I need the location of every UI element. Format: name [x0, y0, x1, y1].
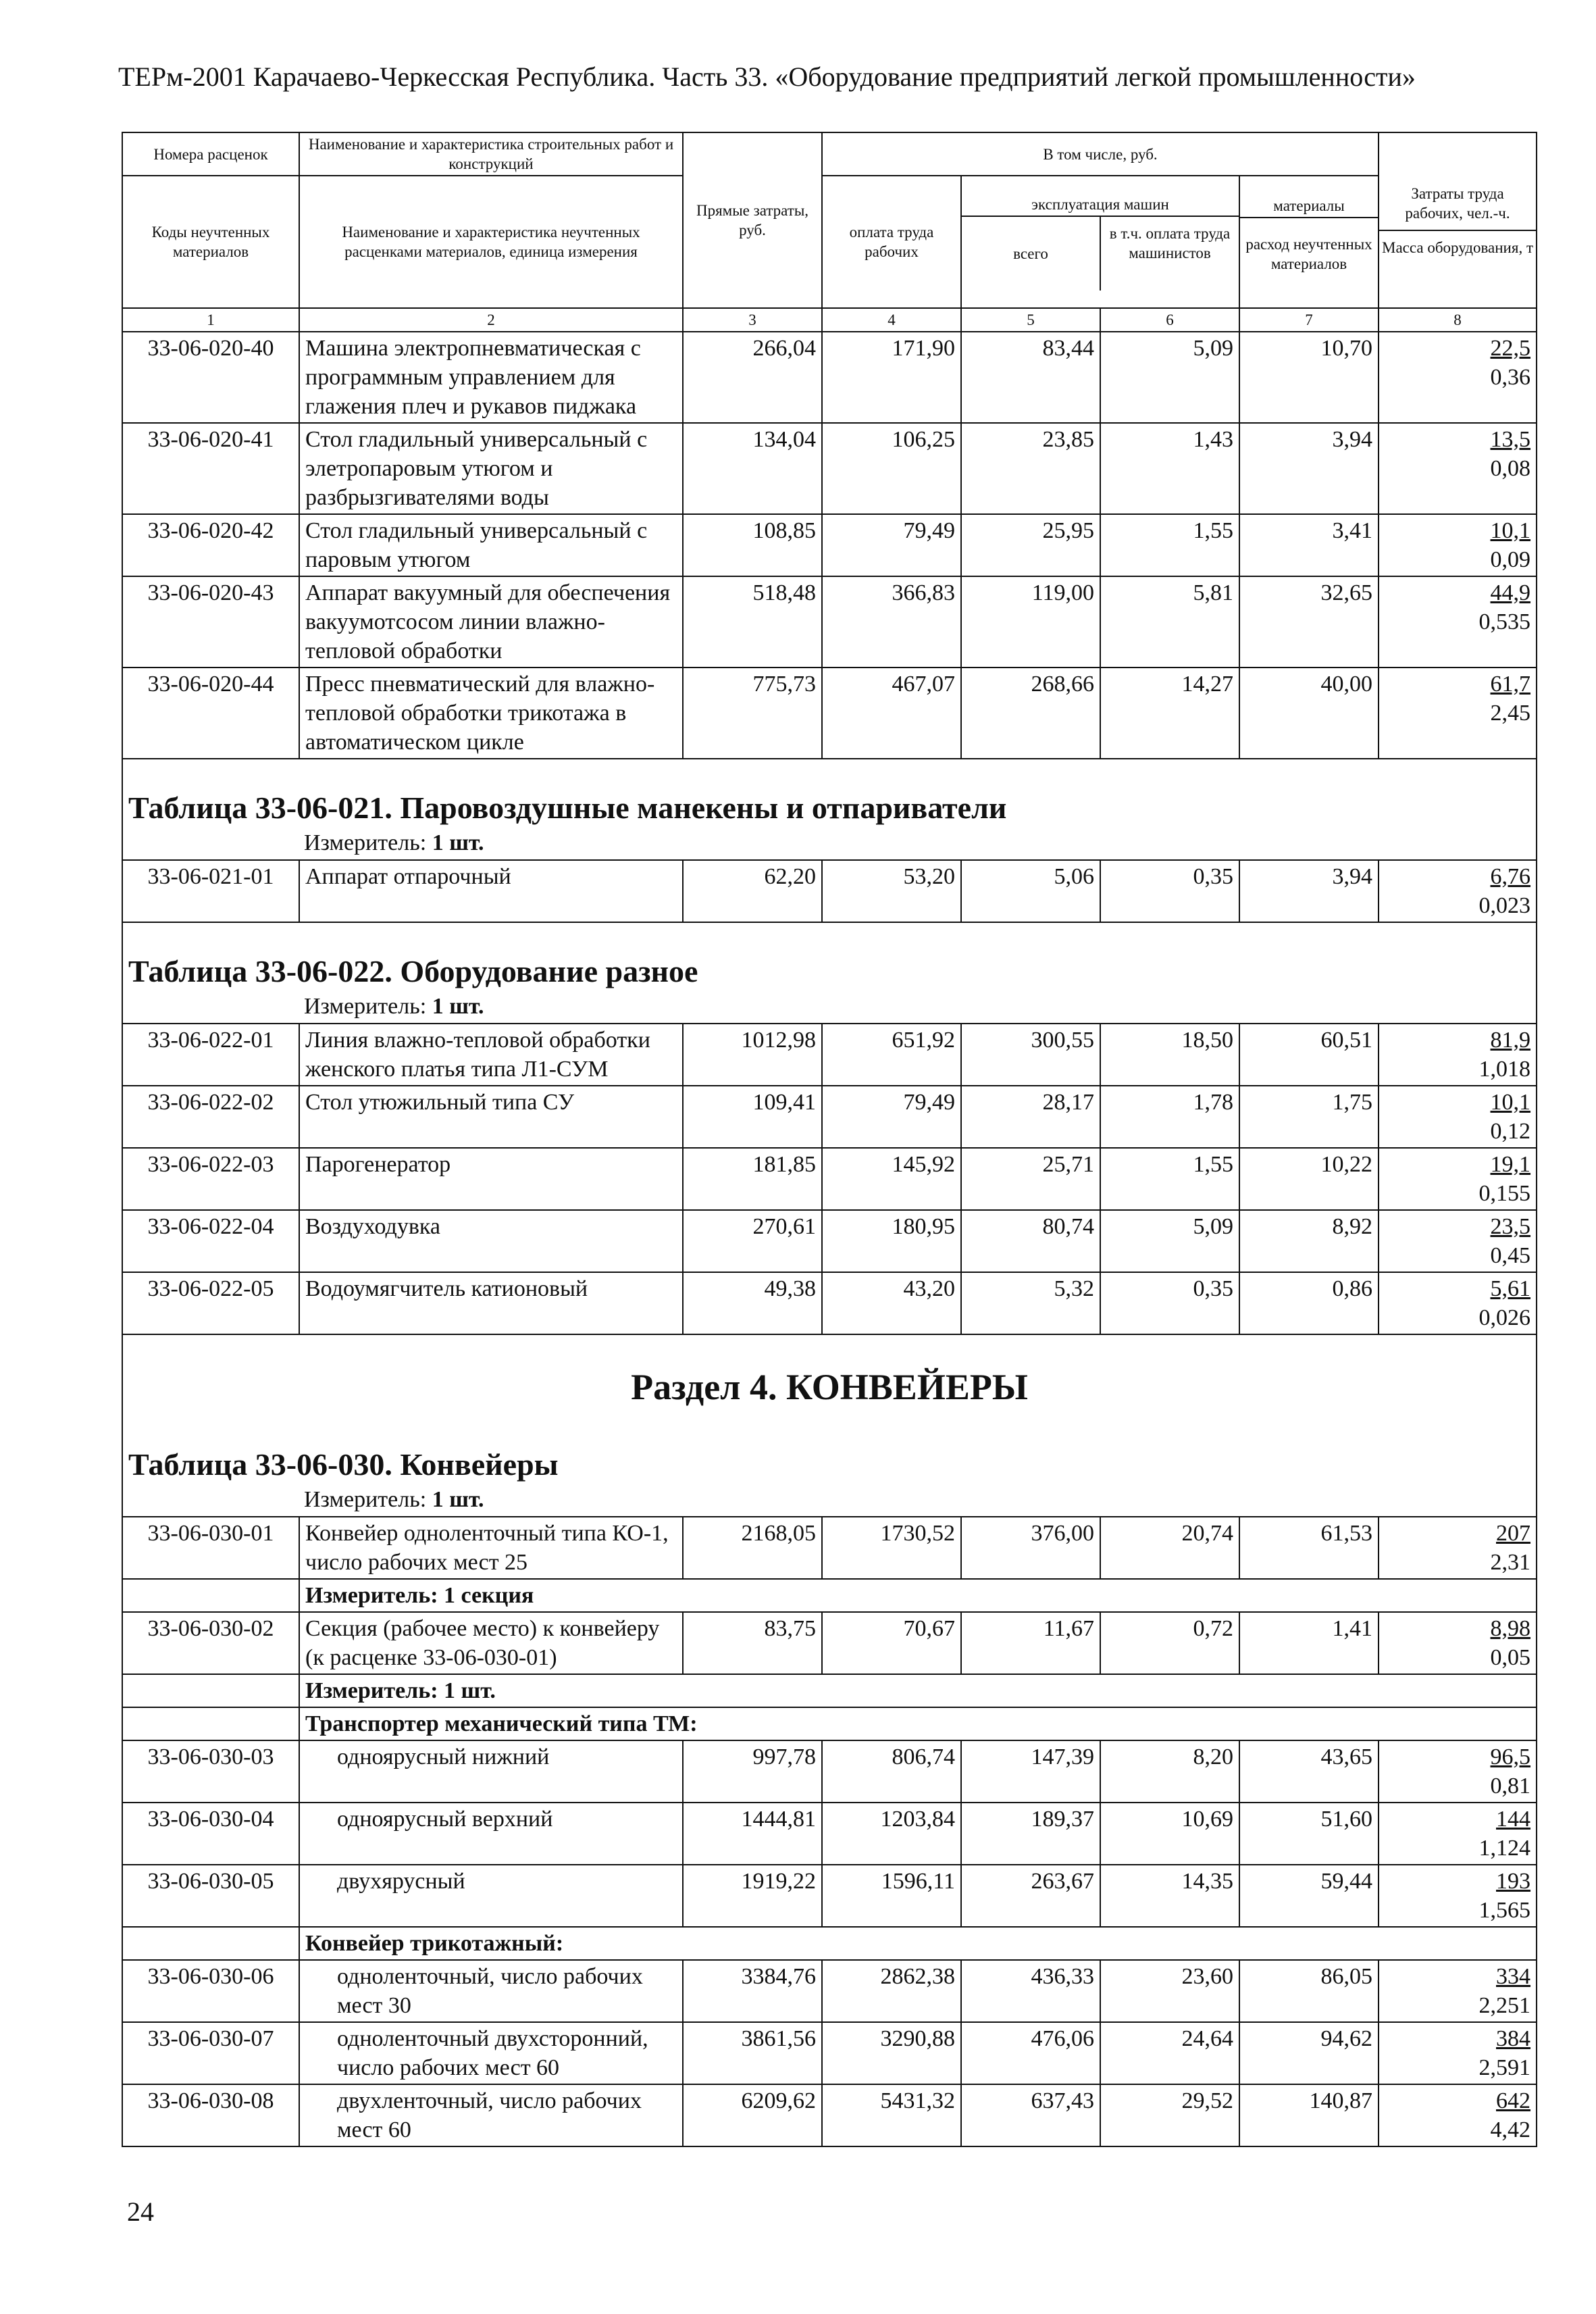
meter-pc: Измеритель: 1 шт.: [299, 1674, 1537, 1707]
machinists-pay: 29,52: [1100, 2084, 1239, 2146]
table-row: [122, 1024, 1537, 1086]
rate-name: Конвейер одноленточный типа КО-1, число рабочих мест 25: [299, 1517, 683, 1579]
labor-hours: 44,9: [1490, 580, 1531, 605]
labor-mass-cell: [1379, 1210, 1537, 1272]
table-row: [122, 576, 1537, 668]
page-header: ТЕРм-2001 Карачаево-Черкесская Республика. Часть 33. «Оборудование предприятий легкой промышленности»: [118, 61, 1416, 92]
header-labor: Затраты труда рабочих, чел.-ч.: [1379, 177, 1536, 231]
rate-code: 33-06-030-06: [122, 1960, 299, 2022]
materials-cost: 10,22: [1239, 1148, 1379, 1210]
materials-cost: 51,60: [1239, 1803, 1379, 1865]
machines-total: 23,85: [961, 423, 1100, 514]
direct-costs: 775,73: [683, 668, 822, 759]
machinists-pay: 8,20: [1100, 1740, 1239, 1803]
rate-code: 33-06-020-42: [122, 514, 299, 576]
labor-hours: 5,61: [1490, 1276, 1531, 1301]
materials-cost: 32,65: [1239, 576, 1379, 668]
direct-costs: 49,38: [683, 1272, 822, 1334]
materials-cost: 59,44: [1239, 1865, 1379, 1927]
meter-section-row: [122, 1579, 1537, 1612]
labor-mass-cell: [1379, 1024, 1537, 1086]
materials-cost: 8,92: [1239, 1210, 1379, 1272]
rate-code: 33-06-022-05: [122, 1272, 299, 1334]
rate-name: Пресс пневматический для влажно-тепловой обработки трикотажа в автоматическом цикле: [299, 668, 683, 759]
rate-name: Воздуходувка: [299, 1210, 683, 1272]
machines-total: 28,17: [961, 1086, 1100, 1148]
rate-name: Секция (рабочее место) к конвейеру (к расценке 33-06-030-01): [299, 1612, 683, 1674]
header-work-name: Наименование и характеристика строительных работ и конструкций: [299, 132, 683, 176]
direct-costs: 181,85: [683, 1148, 822, 1210]
rate-name: Линия влажно-тепловой обработки женского платья типа Л1-СУМ: [299, 1024, 683, 1086]
meter-value: 1 шт.: [432, 1487, 484, 1512]
header-machinists-pay: в т.ч. оплата труда машинистов: [1109, 225, 1231, 261]
equipment-mass: 0,81: [1490, 1774, 1531, 1799]
labor-hours: 23,5: [1490, 1214, 1531, 1239]
labor-pay: 180,95: [822, 1210, 961, 1272]
machinists-pay: 1,43: [1100, 423, 1239, 514]
labor-hours: 96,5: [1490, 1744, 1531, 1769]
rate-code: 33-06-021-01: [122, 860, 299, 922]
machinists-pay: 24,64: [1100, 2022, 1239, 2084]
rate-code: 33-06-022-04: [122, 1210, 299, 1272]
machines-total: 263,67: [961, 1865, 1100, 1927]
table-021-title-row: [122, 759, 1537, 860]
table-021-rows: [122, 860, 1537, 922]
table-row: [122, 1612, 1537, 1674]
materials-cost: 3,41: [1239, 514, 1379, 576]
labor-mass-cell: [1379, 1517, 1537, 1579]
machinists-pay: 1,55: [1100, 1148, 1239, 1210]
labor-hours: 81,9: [1490, 1028, 1531, 1053]
rate-name: двухярусный: [299, 1865, 683, 1927]
machinists-pay: 1,55: [1100, 514, 1239, 576]
table-021-title: Таблица 33-06-021. Паровоздушные манекены и отпариватели: [128, 790, 1007, 825]
materials-cost: 86,05: [1239, 1960, 1379, 2022]
labor-mass-cell: [1379, 1086, 1537, 1148]
header-materials-group: [1239, 176, 1379, 308]
labor-mass-cell: [1379, 576, 1537, 668]
equipment-mass: 0,05: [1490, 1645, 1531, 1670]
table-021-meter: [128, 828, 1530, 858]
equipment-mass: 0,12: [1490, 1119, 1531, 1144]
machines-total: 436,33: [961, 1960, 1100, 2022]
labor-pay: 5431,32: [822, 2084, 961, 2146]
machines-total: 476,06: [961, 2022, 1100, 2084]
rate-name: Аппарат вакуумный для обеспечения вакуумотсосом линии влажно-тепловой обработки: [299, 576, 683, 668]
materials-cost: 3,94: [1239, 860, 1379, 922]
labor-hours: 334: [1496, 1964, 1531, 1989]
machinists-pay: 20,74: [1100, 1517, 1239, 1579]
header-material-name: Наименование и характеристика неучтенных расценками материалов, единица измерения: [299, 176, 683, 308]
machinists-pay: 10,69: [1100, 1803, 1239, 1865]
meter-label: Измеритель:: [304, 994, 427, 1019]
header-mass: Масса оборудования, т: [1382, 238, 1533, 256]
labor-pay: 651,92: [822, 1024, 961, 1086]
direct-costs: 1444,81: [683, 1803, 822, 1865]
col-num: 4: [822, 308, 961, 332]
table-row: [122, 2022, 1537, 2084]
direct-costs: 997,78: [683, 1740, 822, 1803]
equipment-mass: 0,08: [1490, 456, 1531, 481]
table-022-rows: [122, 1024, 1537, 1334]
materials-cost: 94,62: [1239, 2022, 1379, 2084]
rate-code: 33-06-022-02: [122, 1086, 299, 1148]
table-row: [122, 1148, 1537, 1210]
table-030-rows-b: [122, 1612, 1537, 1674]
rate-name: Стол утюжильный типа СУ: [299, 1086, 683, 1148]
column-numbers-row: [122, 308, 1537, 332]
direct-costs: 2168,05: [683, 1517, 822, 1579]
rate-code: 33-06-030-03: [122, 1740, 299, 1803]
machinists-pay: 14,35: [1100, 1865, 1239, 1927]
header-materials: материалы: [1240, 195, 1378, 218]
table-row: [122, 1960, 1537, 2022]
meter-pc-row: [122, 1674, 1537, 1707]
direct-costs: 3861,56: [683, 2022, 822, 2084]
labor-pay: 3290,88: [822, 2022, 961, 2084]
equipment-mass: 0,026: [1478, 1305, 1531, 1330]
labor-mass-cell: [1379, 332, 1537, 423]
machinists-pay: 5,09: [1100, 332, 1239, 423]
machines-total: 83,44: [961, 332, 1100, 423]
machines-total: 5,32: [961, 1272, 1100, 1334]
meter-label: Измеритель:: [304, 830, 427, 855]
col-num: 6: [1100, 308, 1239, 332]
rate-name: Машина электропневматическая с программным управлением для глажения плеч и рукавов пиджака: [299, 332, 683, 423]
rate-code: 33-06-030-05: [122, 1865, 299, 1927]
equipment-mass: 0,09: [1490, 547, 1531, 572]
rate-name: одноленточный, число рабочих мест 30: [299, 1960, 683, 2022]
rate-code: 33-06-030-08: [122, 2084, 299, 2146]
header-rate-numbers: Номера расценок: [122, 132, 299, 176]
table-row: [122, 1517, 1537, 1579]
direct-costs: 108,85: [683, 514, 822, 576]
rate-name: Стол гладильный универсальный с элетропаровым утюгом и разбрызгивателями воды: [299, 423, 683, 514]
labor-hours: 6,76: [1490, 864, 1531, 889]
rate-code: 33-06-022-01: [122, 1024, 299, 1086]
equipment-mass: 4,42: [1490, 2117, 1531, 2142]
col-num: 3: [683, 308, 822, 332]
rates-table: [122, 132, 1537, 2147]
direct-costs: 518,48: [683, 576, 822, 668]
labor-pay: 145,92: [822, 1148, 961, 1210]
labor-mass-cell: [1379, 2022, 1537, 2084]
col-num: 7: [1239, 308, 1379, 332]
labor-pay: 79,49: [822, 1086, 961, 1148]
labor-mass-cell: [1379, 1960, 1537, 2022]
machinists-pay: 5,09: [1100, 1210, 1239, 1272]
machines-total: 300,55: [961, 1024, 1100, 1086]
machinists-pay: 0,35: [1100, 1272, 1239, 1334]
col-num: 1: [122, 308, 299, 332]
header-direct-costs: Прямые затраты, руб.: [683, 132, 822, 308]
labor-hours: 384: [1496, 2026, 1531, 2051]
labor-pay: 171,90: [822, 332, 961, 423]
direct-costs: 134,04: [683, 423, 822, 514]
direct-costs: 83,75: [683, 1612, 822, 1674]
meter-value: 1 шт.: [432, 830, 484, 855]
table-030-rows-a: [122, 1517, 1537, 1579]
group-tm-row: [122, 1707, 1537, 1740]
header-row: [122, 132, 1537, 176]
labor-pay: 43,20: [822, 1272, 961, 1334]
labor-hours: 10,1: [1490, 518, 1531, 543]
rate-name: Аппарат отпарочный: [299, 860, 683, 922]
section-title: Раздел 4. КОНВЕЙЕРЫ: [631, 1367, 1028, 1407]
rate-code: 33-06-020-41: [122, 423, 299, 514]
machines-total: 637,43: [961, 2084, 1100, 2146]
equipment-mass: 0,36: [1490, 365, 1531, 390]
labor-hours: 19,1: [1490, 1152, 1531, 1177]
table-row: [122, 332, 1537, 423]
table-022-title-row: [122, 922, 1537, 1024]
labor-hours: 144: [1496, 1807, 1531, 1832]
machines-total: 11,67: [961, 1612, 1100, 1674]
equipment-mass: 0,45: [1490, 1243, 1531, 1268]
header-labor-mass: [1379, 132, 1537, 308]
rate-name: двухленточный, число рабочих мест 60: [299, 2084, 683, 2146]
machines-total: 25,71: [961, 1148, 1100, 1210]
direct-costs: 3384,76: [683, 1960, 822, 2022]
labor-mass-cell: [1379, 1148, 1537, 1210]
header-machines: эксплуатация машин: [962, 193, 1239, 217]
labor-mass-cell: [1379, 1272, 1537, 1334]
materials-cost: 40,00: [1239, 668, 1379, 759]
rate-name: Стол гладильный универсальный с паровым утюгом: [299, 514, 683, 576]
direct-costs: 270,61: [683, 1210, 822, 1272]
rate-code: 33-06-020-40: [122, 332, 299, 423]
table-row: [122, 668, 1537, 759]
equipment-mass: 2,31: [1490, 1550, 1531, 1575]
labor-pay: 806,74: [822, 1740, 961, 1803]
table-row: [122, 1272, 1537, 1334]
rate-code: 33-06-030-04: [122, 1803, 299, 1865]
machinists-pay: 1,78: [1100, 1086, 1239, 1148]
equipment-mass: 2,591: [1478, 2055, 1531, 2080]
machinists-pay: 5,81: [1100, 576, 1239, 668]
table-row: [122, 860, 1537, 922]
table-row: [122, 514, 1537, 576]
header-row-2: [122, 176, 1537, 308]
rate-name: Водоумягчитель катионовый: [299, 1272, 683, 1334]
equipment-mass: 1,124: [1478, 1836, 1531, 1861]
header-materials-consumption: расход неучтенных материалов: [1245, 235, 1372, 272]
materials-cost: 3,94: [1239, 423, 1379, 514]
materials-cost: 43,65: [1239, 1740, 1379, 1803]
labor-mass-cell: [1379, 860, 1537, 922]
materials-cost: 1,41: [1239, 1612, 1379, 1674]
labor-pay: 70,67: [822, 1612, 961, 1674]
group-tm: Транспортер механический типа ТМ:: [299, 1707, 1537, 1740]
direct-costs: 1012,98: [683, 1024, 822, 1086]
materials-cost: 140,87: [1239, 2084, 1379, 2146]
labor-hours: 8,98: [1490, 1616, 1531, 1641]
table-row: [122, 1210, 1537, 1272]
header-machines-total: всего: [962, 217, 1101, 291]
labor-mass-cell: [1379, 2084, 1537, 2146]
materials-cost: 61,53: [1239, 1517, 1379, 1579]
equipment-mass: 2,251: [1478, 1993, 1531, 2018]
equipment-mass: 0,155: [1478, 1181, 1531, 1206]
labor-mass-cell: [1379, 1803, 1537, 1865]
labor-pay: 467,07: [822, 668, 961, 759]
labor-hours: 207: [1496, 1521, 1531, 1546]
direct-costs: 62,20: [683, 860, 822, 922]
machinists-pay: 14,27: [1100, 668, 1239, 759]
table-022-meter: [128, 992, 1530, 1022]
rate-code: 33-06-022-03: [122, 1148, 299, 1210]
machines-total: 80,74: [961, 1210, 1100, 1272]
machines-total: 119,00: [961, 576, 1100, 668]
machinists-pay: 23,60: [1100, 1960, 1239, 2022]
header-machines-group: [961, 176, 1239, 308]
labor-pay: 106,25: [822, 423, 961, 514]
machines-total: 376,00: [961, 1517, 1100, 1579]
equipment-mass: 0,535: [1478, 609, 1531, 634]
direct-costs: 1919,22: [683, 1865, 822, 1927]
labor-pay: 2862,38: [822, 1960, 961, 2022]
materials-cost: 0,86: [1239, 1272, 1379, 1334]
table-row: [122, 423, 1537, 514]
labor-pay: 1730,52: [822, 1517, 961, 1579]
rate-code: 33-06-030-01: [122, 1517, 299, 1579]
materials-cost: 60,51: [1239, 1024, 1379, 1086]
rate-code: 33-06-020-44: [122, 668, 299, 759]
materials-cost: 10,70: [1239, 332, 1379, 423]
machines-total: 147,39: [961, 1740, 1100, 1803]
equipment-mass: 1,018: [1478, 1057, 1531, 1082]
machines-total: 25,95: [961, 514, 1100, 576]
direct-costs: 266,04: [683, 332, 822, 423]
machinists-pay: 0,72: [1100, 1612, 1239, 1674]
rate-name: Парогенератор: [299, 1148, 683, 1210]
col-num: 5: [961, 308, 1100, 332]
labor-pay: 53,20: [822, 860, 961, 922]
header-material-codes: Коды неучтенных материалов: [122, 176, 299, 308]
rate-code: 33-06-030-07: [122, 2022, 299, 2084]
header-including: В том числе, руб.: [822, 132, 1379, 176]
rate-name: одноленточный двухсторонний, число рабочих мест 60: [299, 2022, 683, 2084]
machinists-pay: 18,50: [1100, 1024, 1239, 1086]
group-knit: Конвейер трикотажный:: [299, 1927, 1537, 1960]
labor-mass-cell: [1379, 1612, 1537, 1674]
table-row: [122, 2084, 1537, 2146]
rate-code: 33-06-030-02: [122, 1612, 299, 1674]
table-020-rows: [122, 332, 1537, 759]
group-knit-row: [122, 1927, 1537, 1960]
machines-total: 5,06: [961, 860, 1100, 922]
labor-hours: 10,1: [1490, 1090, 1531, 1115]
page-number: 24: [127, 2196, 154, 2227]
machines-total: 189,37: [961, 1803, 1100, 1865]
labor-pay: 1203,84: [822, 1803, 961, 1865]
labor-mass-cell: [1379, 668, 1537, 759]
table-022-title: Таблица 33-06-022. Оборудование разное: [128, 954, 698, 988]
table-row: [122, 1740, 1537, 1803]
rate-code: 33-06-020-43: [122, 576, 299, 668]
machinists-pay: 0,35: [1100, 860, 1239, 922]
rate-name: одноярусный нижний: [299, 1740, 683, 1803]
equipment-mass: 2,45: [1490, 701, 1531, 726]
table-row: [122, 1865, 1537, 1927]
table-row: [122, 1803, 1537, 1865]
meter-value: 1 шт.: [432, 994, 484, 1019]
table-030-rows-d: [122, 1960, 1537, 2146]
equipment-mass: 0,023: [1478, 893, 1531, 918]
equipment-mass: 1,565: [1478, 1898, 1531, 1923]
meter-label: Измеритель:: [304, 1487, 427, 1512]
labor-mass-cell: [1379, 1740, 1537, 1803]
table-030-rows-c: [122, 1740, 1537, 1927]
direct-costs: 6209,62: [683, 2084, 822, 2146]
labor-hours: 642: [1496, 2088, 1531, 2113]
labor-hours: 193: [1496, 1869, 1531, 1894]
col-num: 2: [299, 308, 683, 332]
labor-hours: 22,5: [1490, 336, 1531, 361]
section-4-title-row: [122, 1334, 1537, 1517]
header-labor-pay: оплата труда рабочих: [822, 176, 961, 308]
meter-section: Измеритель: 1 секция: [299, 1579, 1537, 1612]
table-030-meter: [128, 1485, 1530, 1515]
table-row: [122, 1086, 1537, 1148]
labor-pay: 79,49: [822, 514, 961, 576]
rate-name: одноярусный верхний: [299, 1803, 683, 1865]
direct-costs: 109,41: [683, 1086, 822, 1148]
materials-cost: 1,75: [1239, 1086, 1379, 1148]
col-num: 8: [1379, 308, 1537, 332]
labor-pay: 366,83: [822, 576, 961, 668]
labor-hours: 13,5: [1490, 427, 1531, 452]
labor-mass-cell: [1379, 514, 1537, 576]
machines-total: 268,66: [961, 668, 1100, 759]
labor-hours: 61,7: [1490, 672, 1531, 697]
labor-mass-cell: [1379, 423, 1537, 514]
labor-pay: 1596,11: [822, 1865, 961, 1927]
table-030-title: Таблица 33-06-030. Конвейеры: [128, 1447, 559, 1482]
labor-mass-cell: [1379, 1865, 1537, 1927]
